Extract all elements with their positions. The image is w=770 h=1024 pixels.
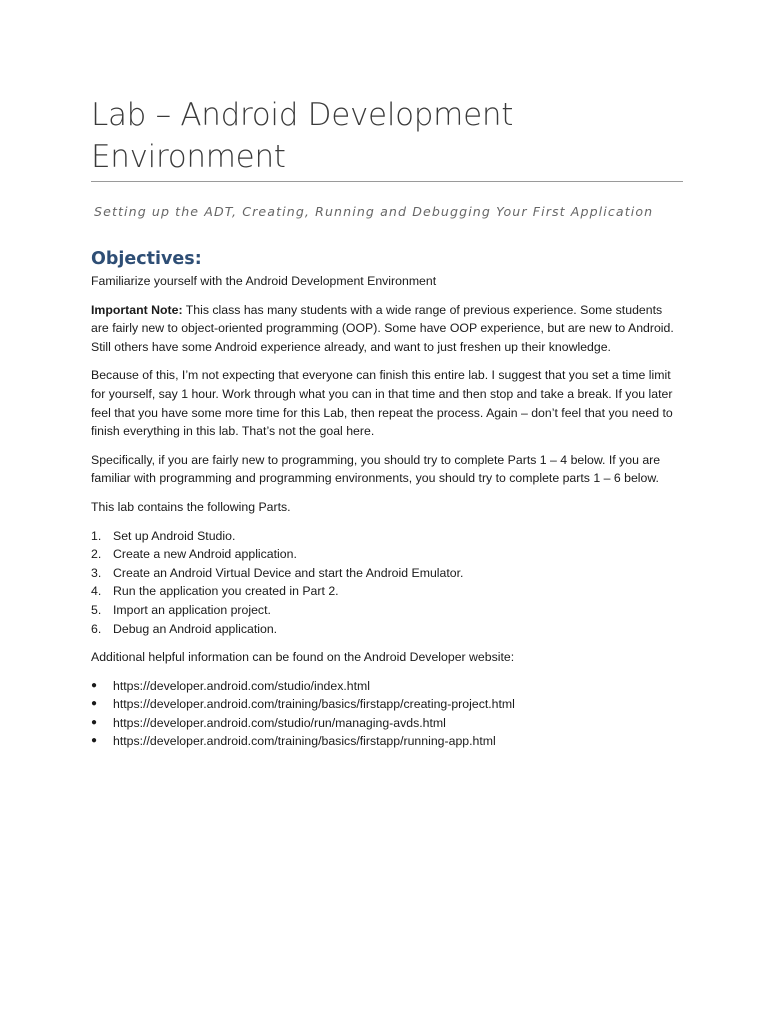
title-divider <box>91 181 683 182</box>
list-item <box>91 527 683 546</box>
link-text[interactable]: https://developer.android.com/training/basics/firstapp/creating-project.html <box>113 697 515 712</box>
list-item <box>91 545 683 564</box>
list-item <box>91 620 683 639</box>
bullet-icon: ● <box>91 734 98 746</box>
link-text[interactable]: https://developer.android.com/training/basics/firstapp/running-app.html <box>113 733 496 748</box>
list-item <box>91 714 683 732</box>
list-item-number: 4. <box>91 584 102 599</box>
list-item-text: Create an Android Virtual Device and start the Android Emulator. <box>113 565 464 580</box>
because-paragraph: Because of this, I’m not expecting that everyone can finish this entire lab. I suggest that you set a time limit for yourself, say 1 hour. Work through what you can in that time and then stop and take a break. If you later feel that you have some more time for this Lab, then repeat the process. Again – don’t feel that you need to finish everything in this lab. That’s not the goal here. <box>91 368 673 439</box>
objective-line: Familiarize yourself with the Android Development Environment <box>91 274 437 288</box>
list-item-number: 3. <box>91 565 102 580</box>
list-item-text: Debug an Android application. <box>113 621 278 636</box>
list-item <box>91 601 683 620</box>
list-item <box>91 564 683 583</box>
important-note-paragraph <box>91 301 683 357</box>
specifically-paragraph: Specifically, if you are fairly new to programming, you should try to complete Parts 1 – 4 below. If you are familiar with programming and programming environments, you should try to complete parts 1 – 6 below. <box>91 452 661 486</box>
list-item-number: 1. <box>91 528 102 543</box>
link-text[interactable]: https://developer.android.com/studio/run/managing-avds.html <box>113 715 446 730</box>
list-item <box>91 677 683 695</box>
parts-list <box>91 527 683 639</box>
list-item <box>91 695 683 713</box>
list-item-text: Import an application project. <box>113 602 271 617</box>
list-item <box>91 582 683 601</box>
list-item-text: Run the application you created in Part 2. <box>113 584 339 599</box>
list-item-text: Create a new Android application. <box>113 547 297 562</box>
objectives-heading: Objectives: <box>91 249 202 269</box>
document-subtitle: Setting up the ADT, Creating, Running and Debugging Your First Application <box>94 204 654 219</box>
list-item-number: 6. <box>91 621 102 636</box>
list-item <box>91 732 683 750</box>
link-text[interactable]: https://developer.android.com/studio/index.html <box>113 678 371 693</box>
document-title: Lab – Android Development Environment <box>91 97 514 175</box>
bullet-icon: ● <box>91 716 98 728</box>
document-content <box>91 94 683 750</box>
important-note-text: This class has many students with a wide range of previous experience. Some students are fairly new to object-oriented programming (OOP). Some have OOP experience, but are new to Android. Still others have some Android experience already, and want to just freshen up their knowledge. <box>91 302 674 354</box>
additional-info: Additional helpful information can be found on the Android Developer website: <box>91 650 515 665</box>
list-item-text: Set up Android Studio. <box>113 528 236 543</box>
important-note-label: Important Note: <box>91 302 183 317</box>
list-item-number: 5. <box>91 602 102 617</box>
list-item-number: 2. <box>91 547 102 562</box>
bullet-icon: ● <box>91 698 98 710</box>
bullet-icon: ● <box>91 679 98 691</box>
links-list <box>91 677 683 751</box>
parts-intro: This lab contains the following Parts. <box>91 499 291 514</box>
